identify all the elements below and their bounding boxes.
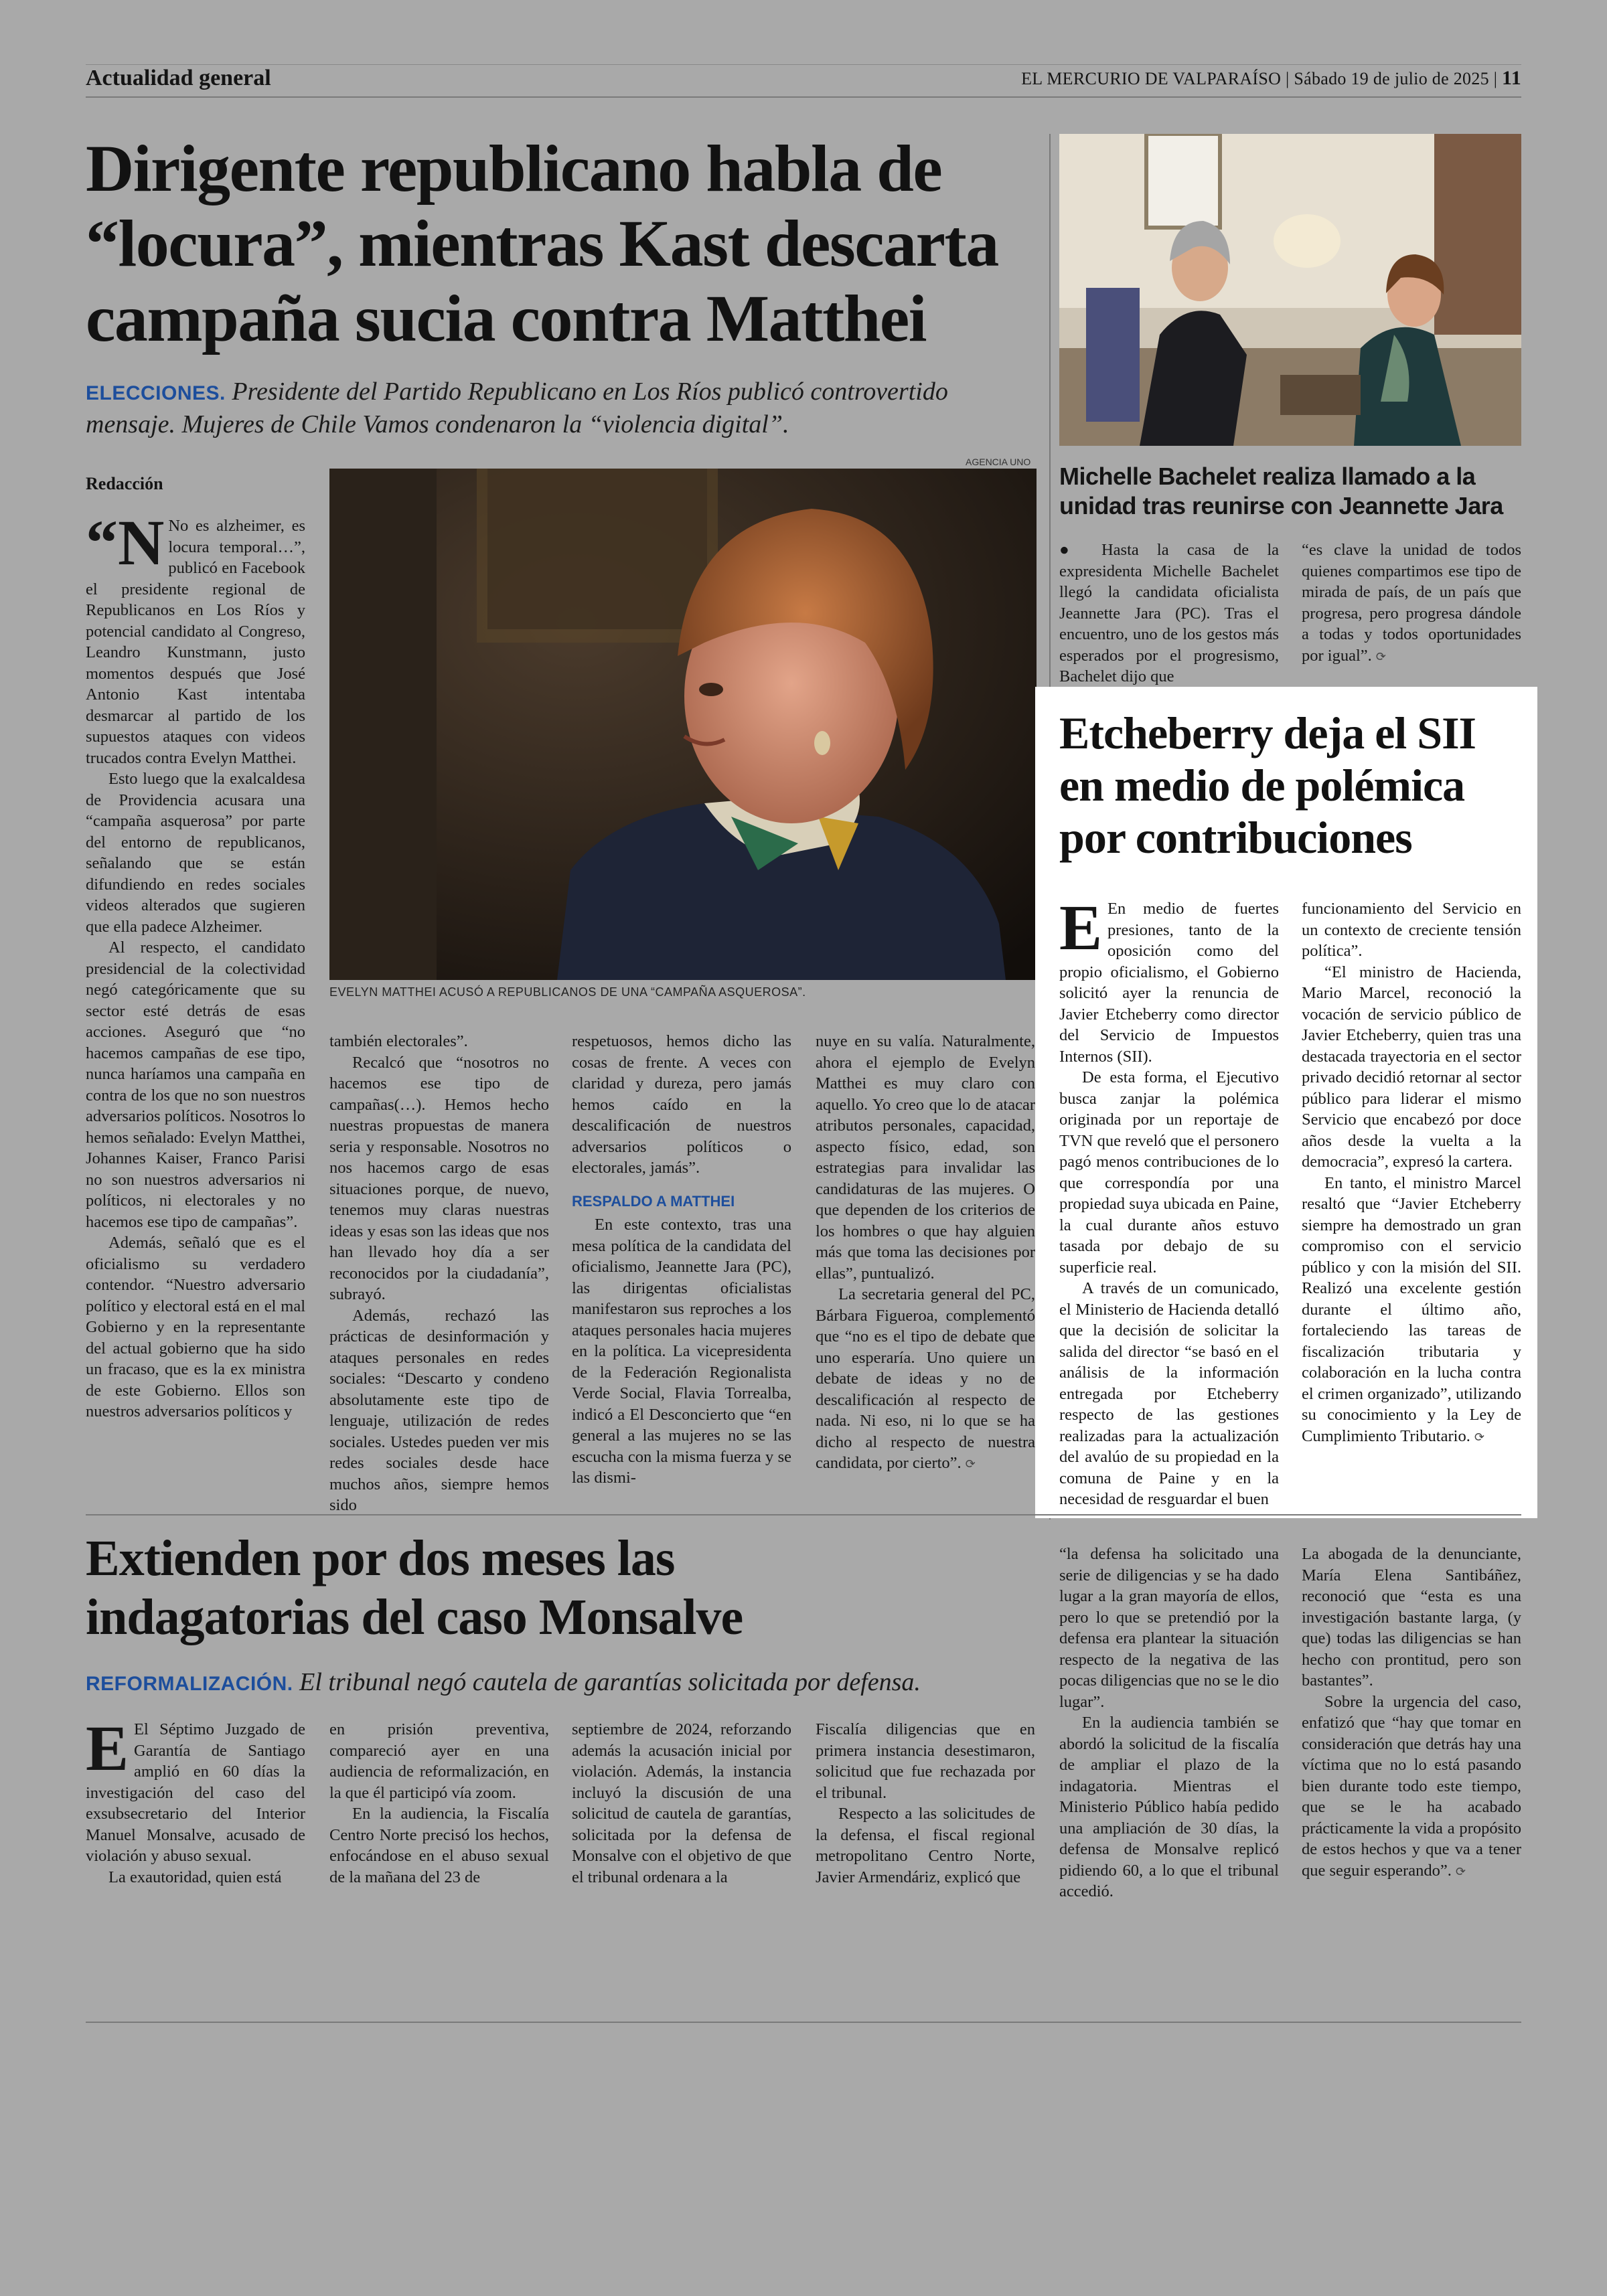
main-col-4 [816, 1031, 1035, 1499]
sii-headline-line-2: en medio de polémica [1059, 760, 1465, 811]
monsalve-col-4 [816, 1719, 1035, 1888]
main-kicker: ELECCIONES. [86, 382, 226, 404]
main-deck [86, 376, 1037, 440]
bachelet-col-1 [1059, 540, 1279, 687]
main-col-3-para-2: En este contexto, tras una mesa política de la candidata del oficialismo, Jeannette Jara (PC), las dirigentas oficialistas manifestaron sus reproches a los ataques personales hacia mujeres en la política. La vicepresidenta de la Federación Regionalista Verde Social, Flavia Torrealba, indicó a El Desconcierto que “en general a las mujeres no se las escucha con la misma fuerza y se las dismi- [572, 1216, 791, 1487]
main-headline [86, 131, 1037, 356]
sii-col-1-para-1: E En medio de fuertes presiones, tanto de la oposición como del propio oficialismo, el Gobierno solicitó ayer la renuncia de Javier Etcheberry como director del Servicio de Impuestos Internos (SII). [1059, 892, 1279, 1066]
byline: Redacción [86, 474, 163, 493]
main-col-1-para-1: “N No es alzheimer, es locura temporal…”, publicó en Facebook el presidente regional de Republicanos en Los Ríos y potencial candidato al Congreso, Leandro Kunstmann, justo momentos después que José Antonio Kast intentaba desmarcar al partido de los supuestos ataques con videos trucados contra Evelyn Matthei. [86, 507, 305, 767]
monsalve-col-3-para-1: septiembre de 2024, reforzando además la acusación inicial por violación. Además, la instancia incluyó la discusión de una solicitud de cautela de garantías, solicitada por la defensa de Monsalve con el objetivo de que el tribunal ordenara a la [572, 1720, 791, 1886]
end-of-story-icon: ⟳ [965, 1457, 976, 1471]
bachelet-col-1-para: ● Hasta la casa de la expresidenta Michelle Bachelet llegó la candidata oficialista Jeannette Jara (PC). Tras el encuentro, uno de los gestos más esperados por el progresismo, Bachelet dijo que [1059, 541, 1279, 685]
page-bottom-rule [86, 2022, 1521, 2023]
sii-headline-line-1: Etcheberry deja el SII [1059, 708, 1476, 758]
main-col-3 [572, 1031, 791, 1499]
end-of-story-icon: ⟳ [1455, 1864, 1466, 1879]
monsalve-headline-line-1: Extienden por dos meses las [86, 1530, 675, 1586]
main-deck-text: Presidente del Partido Republicano en Los Ríos publicó controvertido mensaje. Mujeres de Chile Vamos condenaron la “violencia digital”. [86, 378, 948, 438]
bachelet-photo-image [1059, 134, 1521, 446]
monsalve-col-6-para-2: Sobre la urgencia del caso, enfatizó que “hay que tomar en consideración que detrás hay una víctima que no lo está pasando bien durante todo este tiempo, que se le ha acabado prácticamente la vida a propósito de estos hechos y que va a tener que seguir esperando”. ⟳ [1302, 1692, 1521, 1880]
main-col-1-para-3: Al respecto, el candidato presidencial de la colectividad negó categóricamente que su sector esté detrás de esas acciones. Aseguró que “no hacemos campañas de ese tipo, nunca haríamos una campaña en contra de los que no son nuestros adversarios políticos. Nosotros lo hemos señalado: Evelyn Matthei, Johannes Kaiser, Franco Parisi no son nuestros adversarios ni políticos, ni electorales y no hacemos ese tipo de campañas”. [86, 938, 305, 1231]
monsalve-col-3 [572, 1719, 791, 1888]
monsalve-col-5-para-1: “la defensa ha solicitado una serie de diligencias y se ha dado lugar a la gran mayoría de ellos, pero lo que se pretendió por la defensa era plantear la situación respecto de la negativa de las pocas diligencias que no se le dio lugar”. [1059, 1545, 1279, 1711]
sii-headline-line-3: por contribuciones [1059, 812, 1412, 863]
monsalve-deck-text: El tribunal negó cautela de garantías solicitada por defensa. [299, 1668, 921, 1696]
main-col-3-para-1: respetuosos, hemos dicho las cosas de frente. A veces con claridad y dureza, pero jamás hemos caído en la descalificación de nuestros adversarios políticos o electorales, jamás”. [572, 1032, 791, 1177]
monsalve-col-1 [86, 1712, 305, 1888]
monsalve-kicker: REFORMALIZACIÓN. [86, 1673, 293, 1695]
main-subhead: RESPALDO A MATTHEI [572, 1192, 735, 1210]
end-of-story-icon: ⟳ [1375, 649, 1386, 664]
monsalve-col-1-para-2: La exautoridad, quien está [108, 1868, 282, 1886]
publication-name: EL MERCURIO DE VALPARAÍSO [1021, 69, 1282, 88]
sii-col-1-para-3: A través de un comunicado, el Ministerio de Hacienda detalló que la decisión de solicitar la salida del director “se basó en el análisis de la información entregada por Etcheberry respecto de las gestiones realizadas para la actualización del avalúo de su propiedad en la comuna de Paine y en la necesidad de resguardar el buen [1059, 1279, 1279, 1508]
monsalve-col-2-para-2: En la audiencia, la Fiscalía Centro Norte precisó los hechos, enfocándose en el abuso sexual de la mañana del 23 de [329, 1805, 549, 1886]
main-col-2 [329, 1031, 549, 1514]
bullet-icon: ● [1059, 541, 1083, 559]
sii-col-2-para-1: funcionamiento del Servicio en un contexto de creciente tensión política”. [1302, 900, 1521, 960]
bachelet-col-2-para: “es clave la unidad de todos quienes compartimos ese tipo de mirada de país, de un país que progresa, pero progresa dándole a todas y todos oportunidades por igual”. ⟳ [1302, 541, 1521, 665]
main-headline-line-3: campaña sucia contra Matthei [86, 281, 927, 355]
story-divider [86, 1514, 1521, 1515]
header-top-rule [86, 64, 1521, 65]
photo-credit: AGENCIA UNO [966, 457, 1031, 467]
monsalve-col-5 [1059, 1544, 1279, 1902]
main-headline-line-2: “locura”, mientras Kast descarta [86, 206, 998, 280]
dropcap-e: E [86, 1712, 129, 1784]
sii-headline [1059, 707, 1521, 864]
main-headline-line-1: Dirigente republicano habla de [86, 131, 942, 206]
main-col-2-para-2: Recalcó que “nosotros no hacemos ese tipo de campañas(…). Hemos hecho nuestras propuestas de manera seria y responsable. Nosotros no nos hacemos cargo de esas situaciones porque, de nuevo, tenemos muy claras nuestras ideas y esas son las ideas que nos han llevado hoy día a ser reconocidos por la ciudadanía”, subrayó. [329, 1053, 549, 1303]
monsalve-col-2 [329, 1719, 549, 1888]
end-of-story-icon: ⟳ [1474, 1430, 1485, 1445]
main-photo [329, 469, 1037, 980]
monsalve-col-6-para-1: La abogada de la denunciante, María Elena Santibáñez, reconoció que “esta es una investigación bastante larga, (y que) todas las diligencias se han hecho con prontitud, pero son bastantes”. [1302, 1545, 1521, 1690]
monsalve-headline [86, 1529, 1037, 1647]
dropcap-e: E [1059, 892, 1103, 963]
quote-mark-dropcap: “N [86, 507, 165, 578]
bachelet-photo [1059, 134, 1521, 446]
main-photo-image [329, 469, 1037, 980]
monsalve-col-4-para-2: Respecto a las solicitudes de la defensa, el fiscal regional metropolitano Centro Norte, Javier Armendáriz, explicó que [816, 1805, 1035, 1886]
monsalve-col-5-para-2: En la audiencia también se abordó la solicitud de la fiscalía de ampliar el plazo de la indagatoria. Mientras el Ministerio Público había pedido una ampliación de 30 días, la defensa de Monsalve replicó pidiendo 60, a lo que el tribunal accedió. [1059, 1714, 1279, 1900]
monsalve-headline-line-2: indagatorias del caso Monsalve [86, 1589, 743, 1645]
main-col-4-para-2: La secretaria general del PC, Bárbara Figueroa, complementó que “no es el tipo de debate que uno esperaría. Uno quiere un debate de ideas y no de descalificación al respecto de nada. Ni eso, ni lo que se ha dicho al respecto de nuestra candidata, por cierto”. ⟳ [816, 1285, 1035, 1472]
sii-col-2-para-2: “El ministro de Hacienda, Mario Marcel, reconoció la vocación de servicio público de Javier Etcheberry, quien tras una destacada trayectoria en el sector privado decidió retornar al sector público para liderar el mismo Servicio que encabezó por doce años desde la vuelta a la democracia”, expresó la cartera. [1302, 963, 1521, 1171]
main-col-2-para-1: también electorales”. [329, 1032, 468, 1050]
monsalve-col-6 [1302, 1544, 1521, 1882]
sii-col-2-para-3: En tanto, el ministro Marcel resaltó que “Javier Etcheberry siempre ha demostrado un gran compromiso con el servicio público y con la misión del SII. Realizó una excelente gestión durante el último año, fortaleciendo las tareas de fiscalización tributaria y colaboración en la lucha contra el crimen organizado”, utilizando su conocimiento y la Ley de Cumplimiento Tributario. ⟳ [1302, 1173, 1521, 1445]
issue-date: Sábado 19 de julio de 2025 [1294, 69, 1489, 88]
page-number: 11 [1502, 67, 1521, 89]
main-col-1-para-4: Además, señaló que es el oficialismo su verdadero contendor. “Nuestro adversario político y electoral está en el mal Gobierno y en la representante del actual gobierno que ha sido un fracaso, que es la ex ministra de este Gobierno. Ellos son nuestros adversarios políticos y [86, 1234, 305, 1420]
main-col-1-para-2: Esto luego que la exalcaldesa de Providencia acusara una “campaña asquerosa” por parte del entorno de republicanos, señalando que se están difundiendo en redes sociales videos alterados que sugieren que ella padece Alzheimer. [86, 770, 305, 936]
bachelet-col-2 [1302, 540, 1521, 667]
main-col-4-para-1: nuye en su valía. Naturalmente, ahora el ejemplo de Evelyn Matthei es muy claro con aquello. Yo creo que lo de atacar atributos personales, capacidad, aspecto físico, edad, son estrategias para invalidar las candidaturas de las mujeres. O que dependen de los criterios de los hombres o que hay alguien más que toma las decisiones por ellas”, puntualizó. [816, 1032, 1035, 1283]
monsalve-col-2-para-1: en prisión preventiva, compareció ayer en una audiencia de reformalización, en la que él participó vía zoom. [329, 1720, 549, 1802]
section-title: Actualidad general [86, 66, 271, 90]
header-bottom-rule [86, 96, 1521, 98]
main-col-2-para-3: Además, rechazó las prácticas de desinformación y ataques personales en redes sociales: “Descarto y condeno absolutamente este tipo de lenguaje, utilización de redes sociales. Ustedes pueden ver mis redes sociales desde hace muchos años, siempre hemos sido [329, 1306, 549, 1514]
monsalve-col-1-para-1: E El Séptimo Juzgado de Garantía de Santiago amplió en 60 días la investigación del caso del exsubsecretario del Interior Manuel Monsalve, acusado de violación y abuso sexual. [86, 1712, 305, 1865]
sii-col-1 [1059, 892, 1279, 1510]
bachelet-headline: Michelle Bachelet realiza llamado a la unidad tras reunirse con Jeannette Jara [1059, 463, 1503, 519]
sii-col-2 [1302, 898, 1521, 1448]
main-photo-caption: EVELYN MATTHEI ACUSÓ A REPUBLICANOS DE UNA “CAMPAÑA ASQUEROSA”. [329, 985, 806, 999]
folio: EL MERCURIO DE VALPARAÍSO | Sábado 19 de julio de 2025 | 11 [1021, 67, 1521, 89]
sii-col-1-para-2: De esta forma, el Ejecutivo busca zanjar la polémica originada por un reportaje de TVN que reveló que el personero pagó menos contribuciones de lo que correspondía por una propiedad suya ubicada en Paine, la cual durante años estuvo tasada por debajo de su superficie real. [1059, 1068, 1279, 1277]
monsalve-deck [86, 1667, 1037, 1700]
main-col-1 [86, 507, 305, 1498]
monsalve-col-4-para-1: Fiscalía diligencias que en primera instancia desestimaron, solicitud que fue rechazada por el tribunal. [816, 1720, 1035, 1802]
